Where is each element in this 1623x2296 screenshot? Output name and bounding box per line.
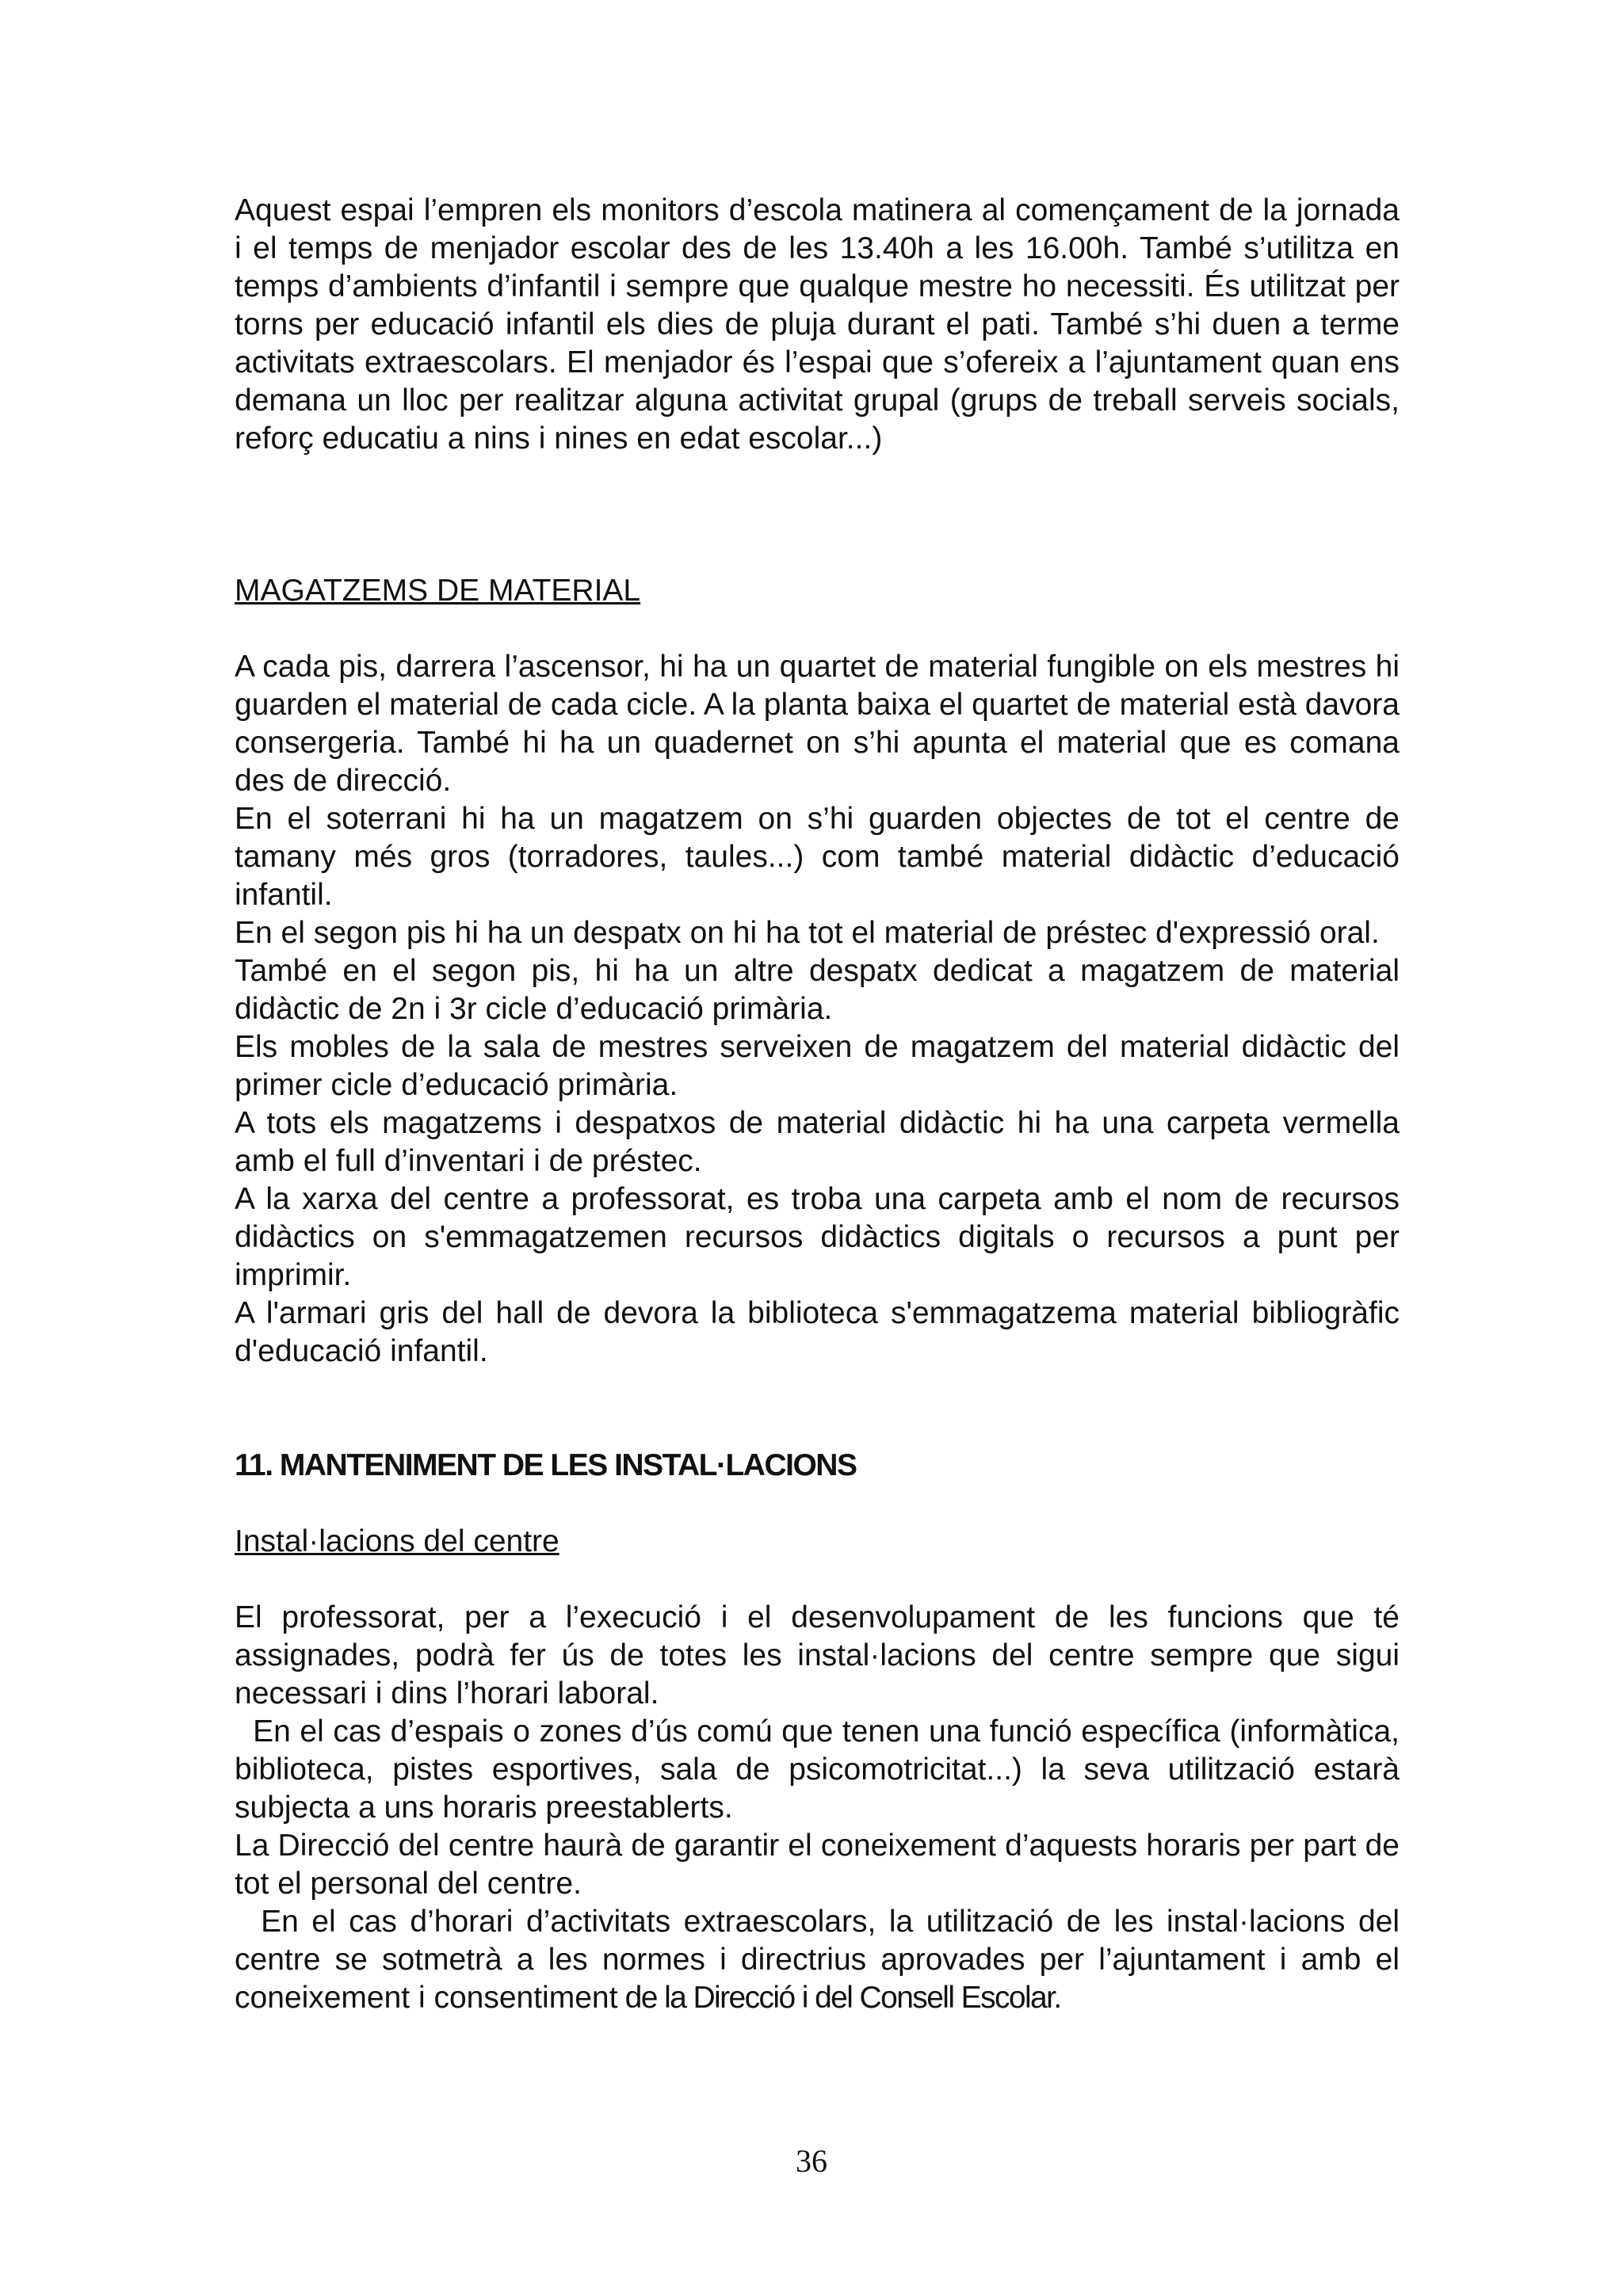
intro-paragraph: Aquest espai l’empren els monitors d’escola matinera al començament de la jornada i el temps de menjador escolar des de les 13.40h a les 16.00h. També s’utilitza en temps d’ambients d’infantil i sempre que qualque mestre ho necessiti. És utilitzat per torns per educació infantil els dies de pluja durant el pati. També s’hi duen a terme activitats extraescolars. El menjador és l’espai que s’ofereix a l’ajuntament quan ens demana un lloc per realitzar alguna activitat grupal (grups de treball serveis socials, reforç educatiu a nins i nines en edat escolar...) [235, 193, 1400, 456]
page-content [235, 192, 1408, 2017]
magatzems-paragraph: A cada pis, darrera l’ascensor, hi ha un quartet de material fungible on els mestres hi guarden el material de cada cicle. A la planta baixa el quartet de material està davora consergeria. També hi ha un quadernet on s’hi apunta el material que es comana des de direcció. [235, 650, 1400, 798]
spacer [235, 1371, 1400, 1447]
spacer [235, 610, 1400, 648]
magatzems-body [235, 648, 1400, 1371]
spacer [235, 458, 1400, 572]
section-11-paragraph: En el cas d’espais o zones d’ús comú que tenen una funció específica (informàtica, biblioteca, pistes esportives, sala de psicomotricitat...) la seva utilització estarà subjecta a uns horaris preestablerts. [235, 1714, 1408, 1825]
magatzems-heading: MAGATZEMS DE MATERIAL [235, 574, 641, 608]
section-11-body [235, 1599, 1408, 2017]
section-11-heading: 11. MANTENIMENT DE LES INSTAL·LACIONS [235, 1448, 857, 1482]
magatzems-paragraph: En el segon pis hi ha un despatx on hi ha tot el material de préstec d'expressió oral. [235, 916, 1380, 950]
magatzems-paragraph: En el soterrani hi ha un magatzem on s’hi guarden objectes de tot el centre de tamany més gros (torradores, taules...) com també material didàctic d’educació infantil. [235, 802, 1400, 912]
magatzems-paragraph: A la xarxa del centre a professorat, es troba una carpeta amb el nom de recursos didàctics on s'emmagatzemen recursos didàctics digitals o recursos a punt per imprimir. [235, 1182, 1400, 1292]
page-number: 36 [796, 2143, 827, 2179]
section-11-paragraph: El professorat, per a l’execució i el desenvolupament de les funcions que té assignades, podrà fer ús de totes les instal·lacions del centre sempre que sigui necessari i dins l’horari laboral. [235, 1600, 1400, 1711]
magatzems-paragraph: També en el segon pis, hi ha un altre despatx dedicat a magatzem de material didàctic de 2n i 3r cicle d’educació primària. [235, 954, 1400, 1026]
spacer [235, 1561, 1400, 1599]
spacer [235, 1485, 1400, 1523]
section-11-paragraph-main: En el cas d’horari d’activitats extraescolars, la utilització de les instal·lacions del centre se sotmetrà a les normes i directrius aprovades per l’ajuntament i amb el coneixement i consentiment [235, 1905, 1408, 2015]
magatzems-paragraph: Els mobles de la sala de mestres serveixen de magatzem del material didàctic del primer cicle d’educació primària. [235, 1030, 1400, 1102]
section-11-paragraph: La Direcció del centre haurà de garantir el coneixement d’aquests horaris per part de tot el personal del centre. [235, 1829, 1400, 1901]
section-11-subheading: Instal·lacions del centre [235, 1524, 559, 1558]
section-11-paragraph-last [235, 1903, 1408, 2017]
section-11-paragraph-tail: de la Direcció i del Consell Escolar. [617, 1981, 1061, 2015]
magatzems-paragraph: A tots els magatzems i despatxos de material didàctic hi ha una carpeta vermella amb el full d’inventari i de préstec. [235, 1106, 1400, 1178]
magatzems-paragraph: A l'armari gris del hall de devora la biblioteca s'emmagatzema material bibliogràfic d'educació infantil. [235, 1296, 1400, 1368]
